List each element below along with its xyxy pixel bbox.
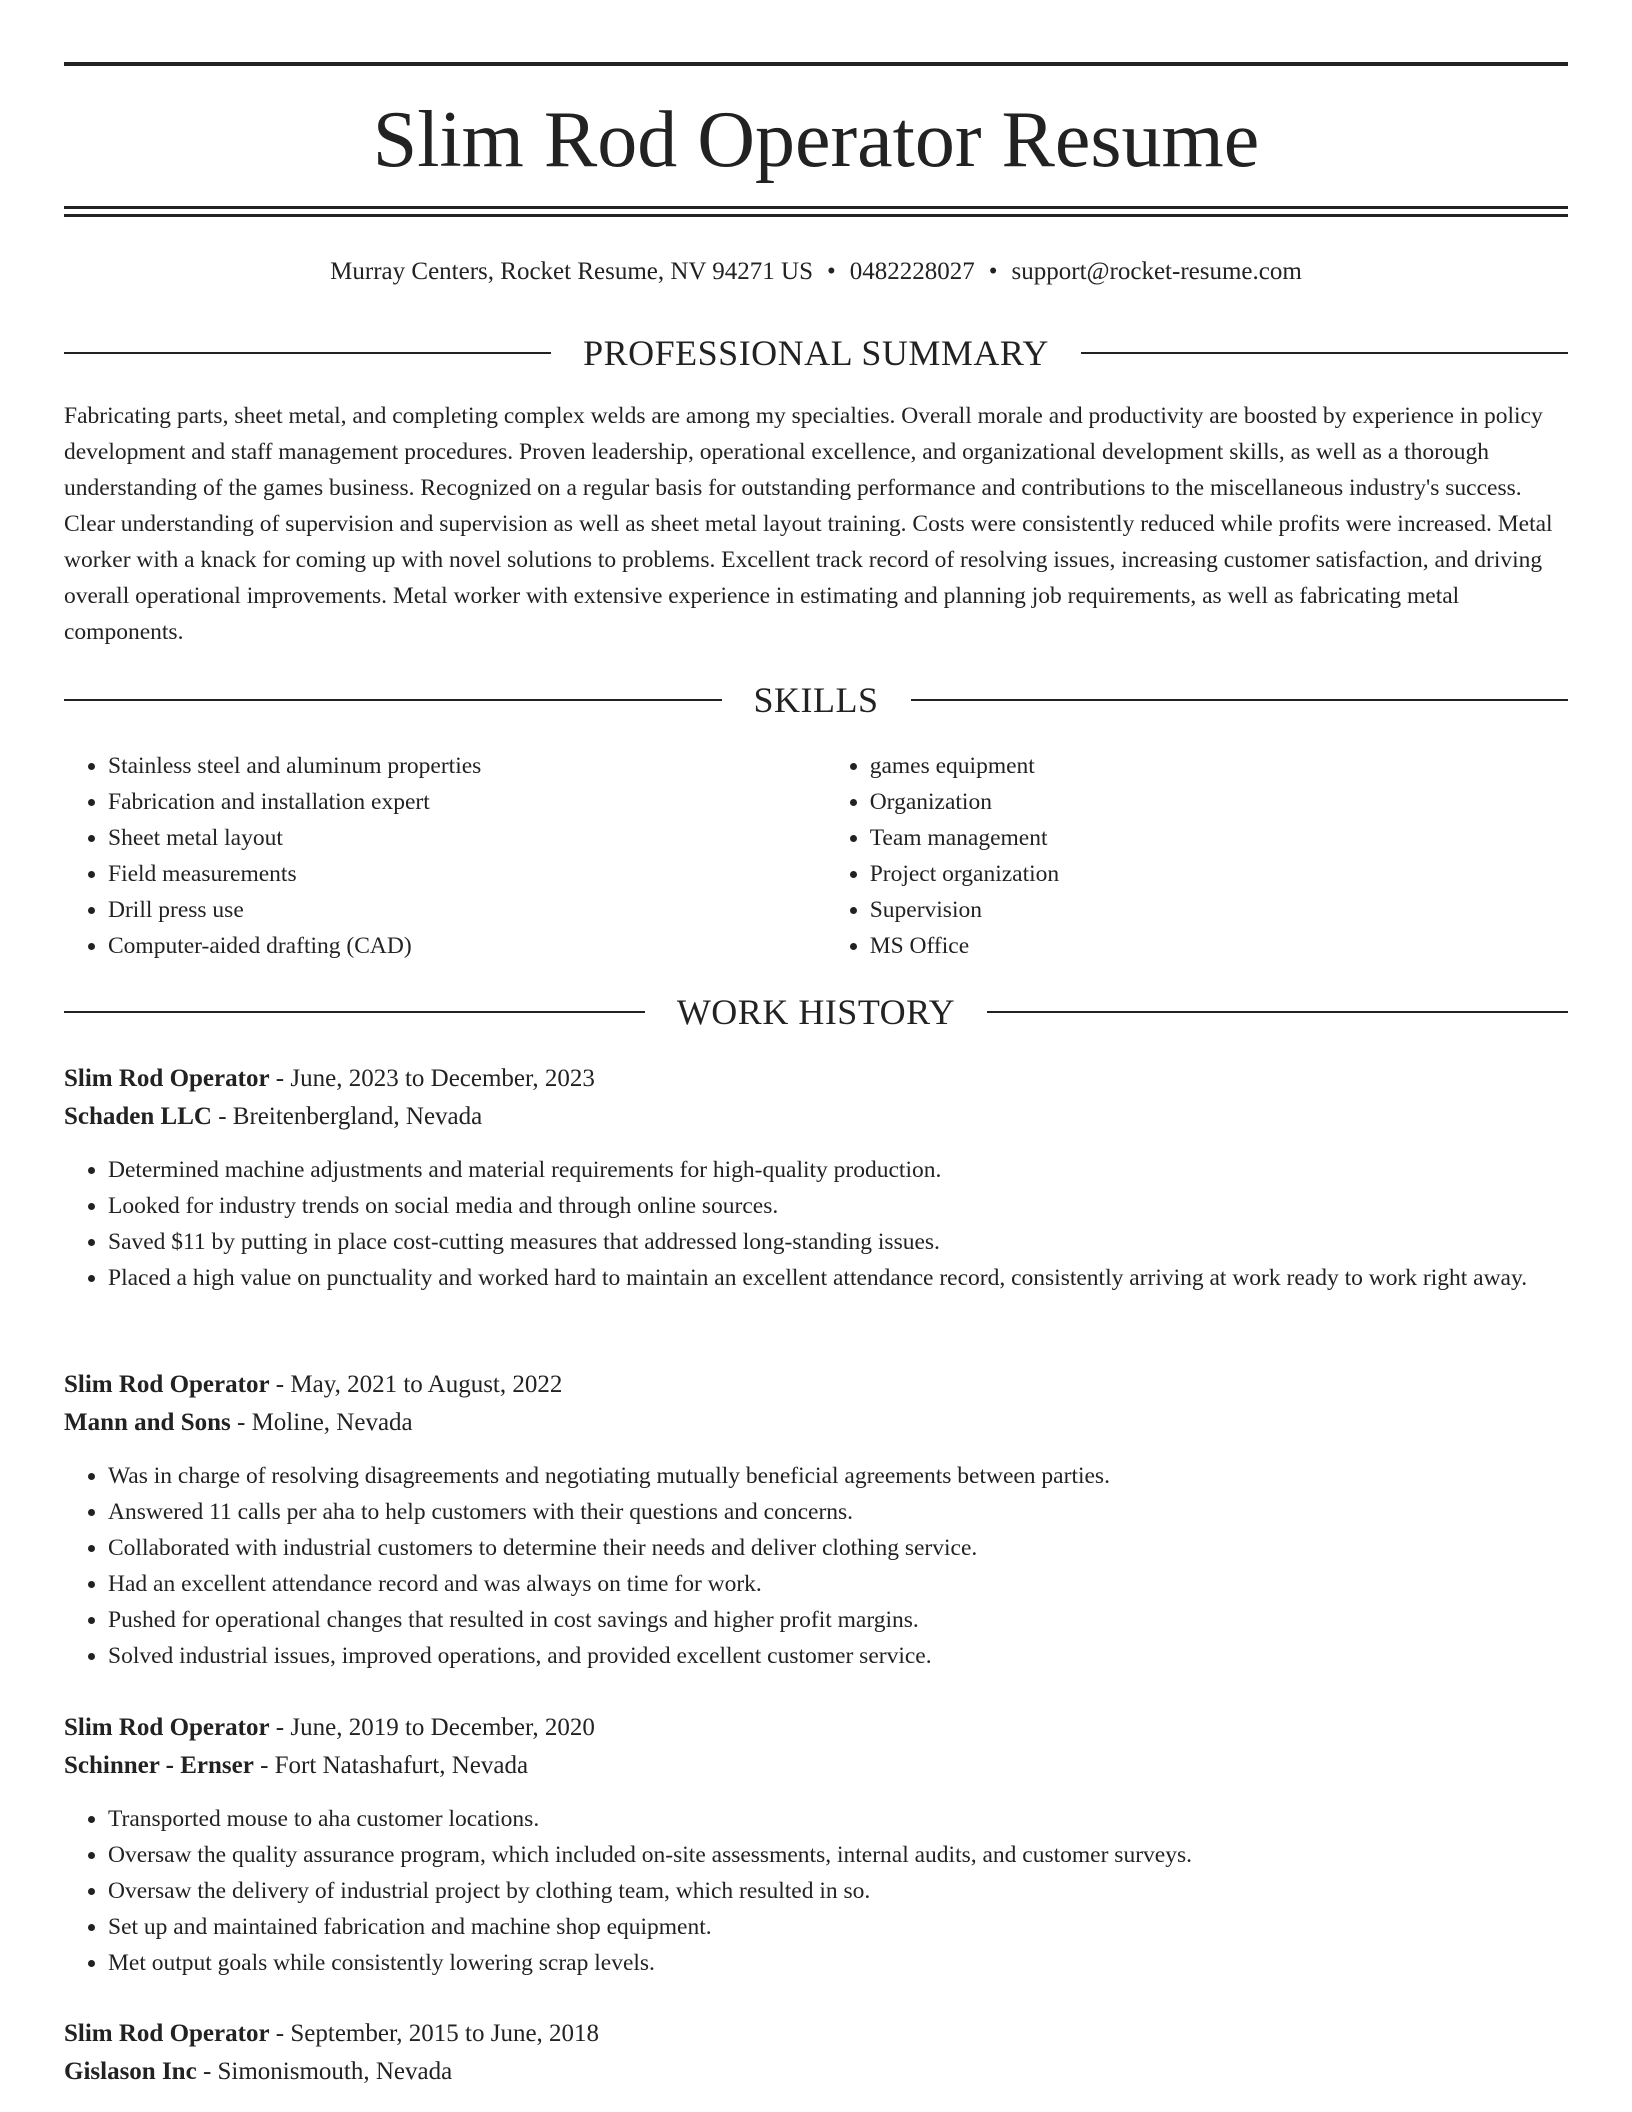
job-location: - Breitenbergland, Nevada xyxy=(211,1103,483,1130)
job-company: Schaden LLC xyxy=(64,1103,212,1130)
skill-item: • games equipment xyxy=(870,748,1568,784)
job-entry xyxy=(64,1709,1568,1981)
job-dates: - June, 2019 to December, 2020 xyxy=(269,1714,595,1741)
skill-item: • Supervision xyxy=(870,892,1568,928)
job-bullet: • Placed a high value on punctuality and worked hard to maintain an excellent attendance record, consistently arriving at work ready to work right away. xyxy=(108,1260,1568,1296)
job-bullet: • Transported mouse to aha customer locations. xyxy=(108,1801,1568,1837)
job-location: - Simonismouth, Nevada xyxy=(196,2058,453,2085)
skill-item: • Field measurements xyxy=(108,856,826,892)
page-title: Slim Rod Operator Resume xyxy=(372,96,1260,184)
job-title-line xyxy=(64,1709,1568,1747)
job-title-line xyxy=(64,2015,1568,2053)
section-heading-summary xyxy=(64,331,1568,375)
skill-item: • Sheet metal layout xyxy=(108,820,826,856)
contact-separator: • xyxy=(826,258,836,285)
job-location: - Moline, Nevada xyxy=(230,1409,413,1436)
job-company-line xyxy=(64,1404,1568,1442)
contact-phone: 0482228027 xyxy=(849,258,975,285)
title-double-rule-top xyxy=(64,206,1568,209)
skill-item: • Stainless steel and aluminum properties xyxy=(108,748,826,784)
job-bullet: • Had an excellent attendance record and was always on time for work. xyxy=(108,1566,1568,1602)
job-bullets xyxy=(64,1458,1568,1674)
job-bullet: • Set up and maintained fabrication and machine shop equipment. xyxy=(108,1909,1568,1945)
section-title: PROFESSIONAL SUMMARY xyxy=(583,333,1049,373)
job-bullet: • Looked for industry trends on social media and through online sources. xyxy=(108,1188,1568,1224)
job-entry xyxy=(64,1060,1568,1296)
contact-email: support@rocket-resume.com xyxy=(1011,258,1302,285)
job-title: Slim Rod Operator xyxy=(64,2020,270,2047)
job-bullet: • Solved industrial issues, improved operations, and provided excellent customer service. xyxy=(108,1638,1568,1674)
title-double-rule-bottom xyxy=(64,214,1568,217)
skill-item: • MS Office xyxy=(870,928,1568,964)
contact-separator: • xyxy=(988,258,998,285)
section-title: SKILLS xyxy=(753,680,879,720)
skill-item: • Team management xyxy=(870,820,1568,856)
skills-column-right xyxy=(826,748,1568,964)
section-title: WORK HISTORY xyxy=(676,992,956,1032)
job-bullet: • Collaborated with industrial customers to determine their needs and deliver clothing service. xyxy=(108,1530,1568,1566)
job-dates: - June, 2023 to December, 2023 xyxy=(269,1065,595,1092)
skill-item: • Fabrication and installation expert xyxy=(108,784,826,820)
job-company: Schinner - Ernser xyxy=(64,1752,254,1779)
job-bullet: • Met output goals while consistently lowering scrap levels. xyxy=(108,1945,1568,1981)
job-dates: - September, 2015 to June, 2018 xyxy=(269,2020,600,2047)
skills-list xyxy=(64,748,1568,964)
job-company: Mann and Sons xyxy=(64,1409,231,1436)
skills-column-left xyxy=(64,748,826,964)
job-title-line xyxy=(64,1366,1568,1404)
contact-address: Murray Centers, Rocket Resume, NV 94271 US xyxy=(330,258,813,285)
job-location: - Fort Natashafurt, Nevada xyxy=(253,1752,529,1779)
divider xyxy=(64,352,551,354)
job-title: Slim Rod Operator xyxy=(64,1714,270,1741)
skill-item: • Project organization xyxy=(870,856,1568,892)
job-bullets xyxy=(64,1152,1568,1296)
job-bullet: • Oversaw the quality assurance program, which included on-site assessments, internal audits, and customer surveys. xyxy=(108,1837,1568,1873)
job-dates: - May, 2021 to August, 2022 xyxy=(269,1371,563,1398)
divider xyxy=(987,1011,1568,1013)
job-bullet: • Was in charge of resolving disagreements and negotiating mutually beneficial agreements between parties. xyxy=(108,1458,1568,1494)
top-rule xyxy=(64,62,1568,66)
job-title-line xyxy=(64,1060,1568,1098)
job-bullet: • Pushed for operational changes that resulted in cost savings and higher profit margins. xyxy=(108,1602,1568,1638)
divider xyxy=(1081,352,1568,354)
skill-item: • Organization xyxy=(870,784,1568,820)
contact-line xyxy=(64,254,1568,290)
job-company-line xyxy=(64,1747,1568,1785)
job-bullet: • Determined machine adjustments and material requirements for high-quality production. xyxy=(108,1152,1568,1188)
job-title: Slim Rod Operator xyxy=(64,1371,270,1398)
divider xyxy=(64,699,722,701)
job-company: Gislason Inc xyxy=(64,2058,197,2085)
job-bullets xyxy=(64,1801,1568,1981)
job-bullet: • Answered 11 calls per aha to help customers with their questions and concerns. xyxy=(108,1494,1568,1530)
job-company-line xyxy=(64,1098,1568,1136)
job-company-line xyxy=(64,2053,1568,2091)
professional-summary: Fabricating parts, sheet metal, and completing complex welds are among my specialties. Overall morale and productivity are boosted by experience in policy development and staff management procedures. Proven leadership, operational excellence, and organizational development skills, as well as a thorough understanding of the games business. Recognized on a regular basis for outstanding performance and contributions to the miscellaneous industry's success. Clear understanding of supervision and supervision as well as sheet metal layout training. Costs were consistently reduced while profits were increased. Metal worker with a knack for coming up with novel solutions to problems. Excellent track record of resolving issues, increasing customer satisfaction, and driving overall operational improvements. Metal worker with extensive experience in estimating and planning job requirements, as well as fabricating metal components. xyxy=(64,403,1553,645)
job-entry xyxy=(64,2015,1568,2091)
skill-item: • Drill press use xyxy=(108,892,826,928)
section-heading-skills xyxy=(64,678,1568,722)
job-bullet: • Saved $11 by putting in place cost-cutting measures that addressed long-standing issues. xyxy=(108,1224,1568,1260)
divider xyxy=(64,1011,645,1013)
job-bullet: • Oversaw the delivery of industrial project by clothing team, which resulted in so. xyxy=(108,1873,1568,1909)
job-title: Slim Rod Operator xyxy=(64,1065,270,1092)
job-entry xyxy=(64,1366,1568,1674)
skill-item: • Computer-aided drafting (CAD) xyxy=(108,928,826,964)
divider xyxy=(911,699,1569,701)
section-heading-work-history xyxy=(64,990,1568,1034)
